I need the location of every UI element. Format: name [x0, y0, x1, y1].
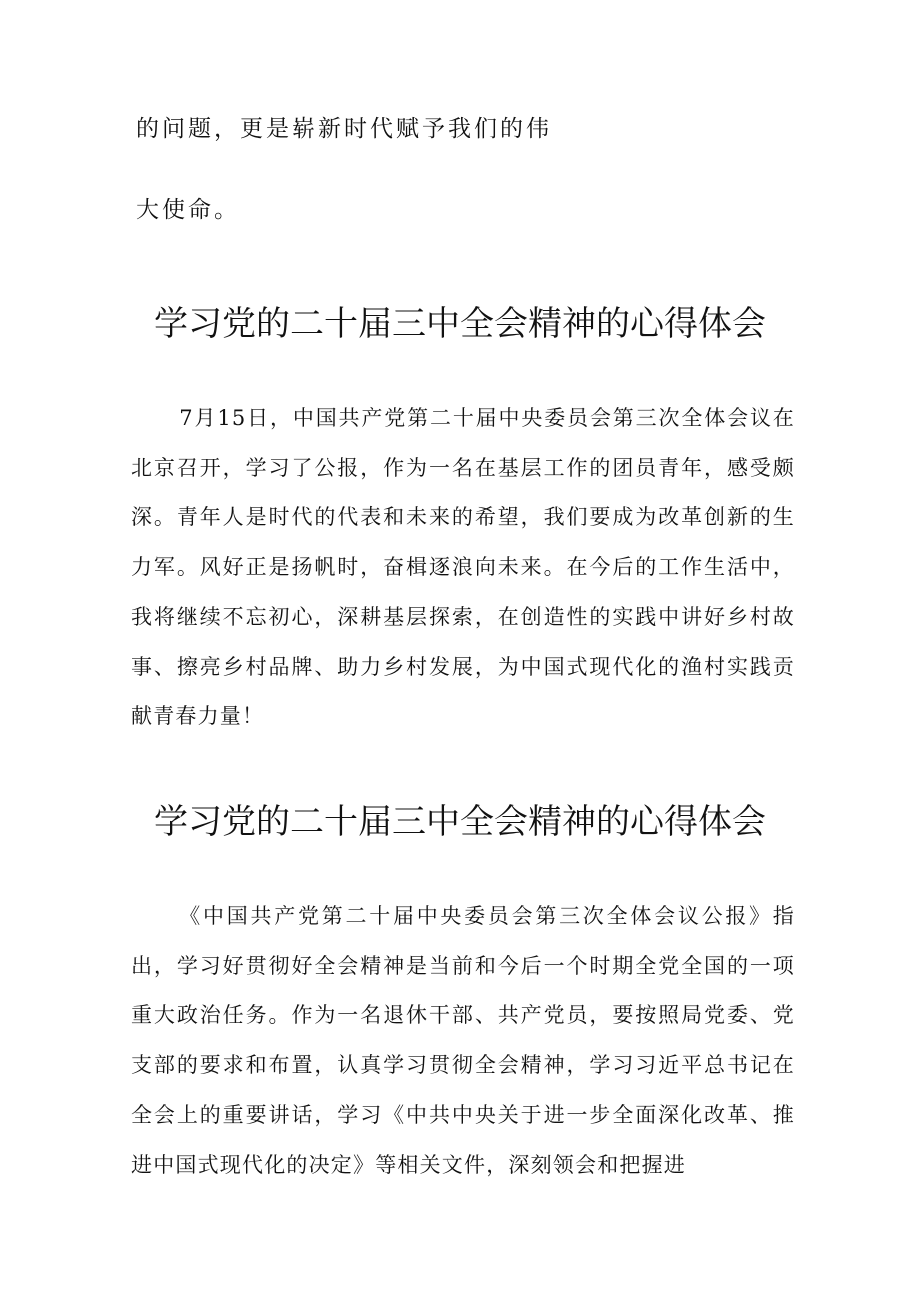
continuation-line-1: 的问题，更是崭新时代赋予我们的伟 [136, 116, 552, 142]
section-2-body: 《中国共产党第二十届中央委员会第三次全体会议公报》指出，学习好贯彻好全会精神是当前和今后一个时期全党全国的一项重大政治任务。作为一名退休干部、共产党员，要按照局党委、党支部的要求和布置，认真学习贯彻全会精神，学习习近平总书记在全会上的重要讲话，学习《中共中央关于进一步全面深化改革、推进中国式现代化的决定》等相关文件，深刻领会和把握进 [131, 904, 795, 1177]
continuation-line-2: 大使命。 [136, 197, 240, 223]
section-1-title: 学习党的二十届三中全会精神的心得体会 [154, 304, 766, 344]
section-1-body: 7月15日，中国共产党第二十届中央委员会第三次全体会议在北京召开，学习了公报，作为一名在基层工作的团员青年，感受颇深。青年人是时代的代表和未来的希望，我们要成为改革创新的生力军。风好正是扬帆时，奋楫逐浪向未来。在今后的工作生活中，我将继续不忘初心，深耕基层探索，在创造性的实践中讲好乡村故事、擦亮乡村品牌、助力乡村发展，为中国式现代化的渔村实践贡献青春力量！ [131, 406, 795, 729]
section-2-title: 学习党的二十届三中全会精神的心得体会 [154, 802, 766, 842]
